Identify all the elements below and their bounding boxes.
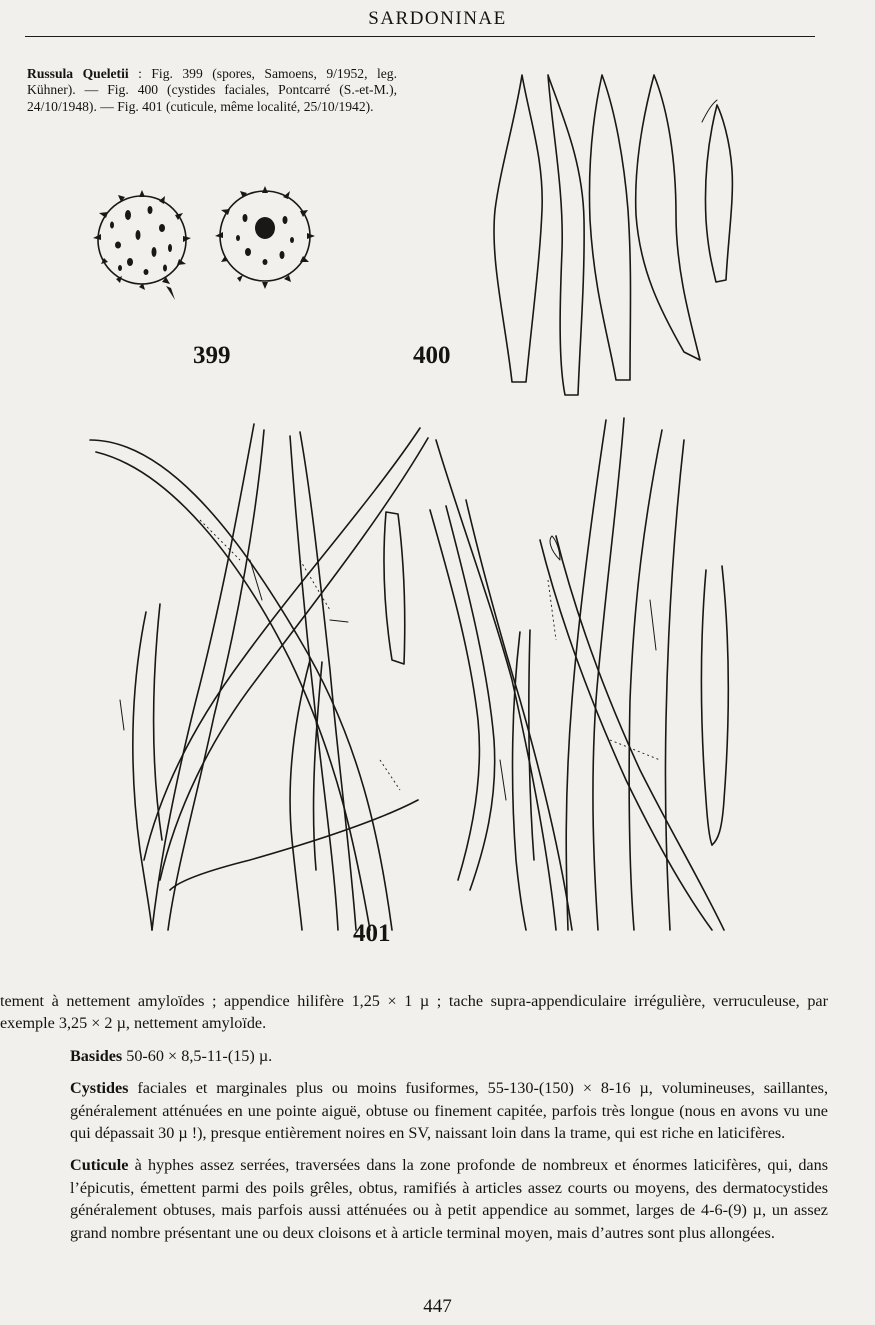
cystidia-drawing — [494, 75, 732, 395]
paragraph-basides — [70, 1045, 828, 1067]
paragraph-spores-continuation: tement à nettement amyloïdes ; appendice hilifère 1,25 × 1 µ ; tache supra-appendiculaire irrégulière, verruculeuse, par exemple 3,25 × 2 µ, nettement amyloïde. — [0, 992, 828, 1033]
fig-400-label: 400 — [413, 342, 451, 369]
caption-text: : Fig. 399 (spores, Samoens, 9/1952, leg. Kühner). — Fig. 400 (cystides faciales, Pontcarré (S.-et-M.), 24/10/1948). — Fig. 401 (cuticule, même localité, 25/10/1942). — [27, 66, 397, 114]
cuticule-text: à hyphes assez serrées, traversées dans la zone profonde de nombreux et énormes laticifères, qui, dans l’épicutis, émettent parmi des poils grêles, obtus, ramifiés à articles assez courts ou moyens, des dermatocystides généralement obtuses, mais parfois aussi atténuées ou à petit appendice au sommet, larges de 4-6-(9) µ, un assez grand nombre présentant une ou deux cloisons et à article terminal moyen, mais d’autres sont plus allongées. — [70, 1156, 828, 1242]
fig-399-label: 399 — [193, 342, 231, 369]
term-cuticule: Cuticule — [70, 1156, 129, 1175]
fig-401-label: 401 — [353, 920, 391, 947]
basides-text: 50-60 × 8,5-11-(15) µ. — [122, 1046, 273, 1065]
spore-drawing-right — [215, 186, 315, 289]
running-head: SARDONINAE — [368, 8, 507, 29]
term-cystides: Cystides — [70, 1079, 129, 1098]
spore-drawing-left — [93, 190, 191, 300]
cystides-text: faciales et marginales plus ou moins fusiformes, 55-130-(150) × 8-16 µ, volumineuses, saillantes, généralement atténuées en une pointe aiguë, obtuse ou finement capitée, parfois très longue (nous en avons vu une qui dépassait 30 µ !), presque entièrement noires en SV, naissant loin dans la trame, qui est riche en laticifères. — [70, 1079, 828, 1143]
paragraph-cystides — [0, 1077, 828, 1144]
term-basides: Basides — [70, 1046, 123, 1065]
caption-species: Russula Queletii — [27, 66, 129, 81]
cuticle-hyphae-drawing — [90, 418, 728, 930]
description-text — [0, 990, 828, 1254]
paragraph-cuticule — [0, 1154, 828, 1244]
page-number: 447 — [423, 1296, 452, 1317]
